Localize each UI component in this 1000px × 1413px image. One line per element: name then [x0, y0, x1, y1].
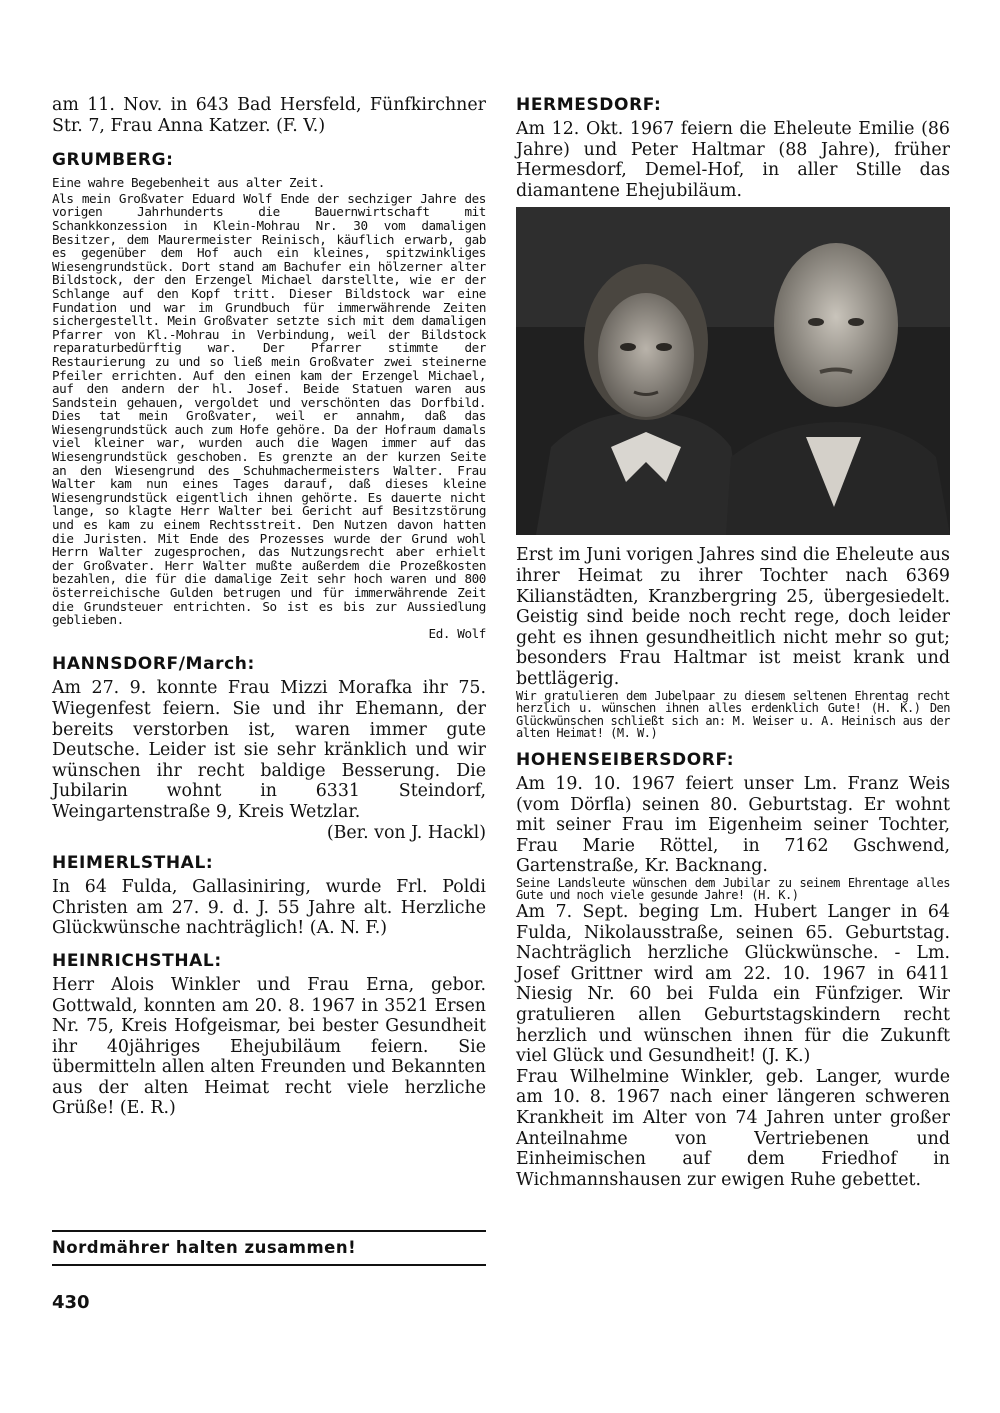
right-column: [516, 95, 950, 1190]
left-column: [52, 95, 486, 1119]
intro-paragraph: am 11. Nov. in 643 Bad Hersfeld, Fünfkirchner Str. 7, Frau Anna Katzer. (F. V.): [52, 95, 486, 136]
couple-photo: [516, 207, 950, 535]
heimerlsthal-body: In 64 Fulda, Gallasiniring, wurde Frl. Poldi Christen am 27. 9. d. J. 55 Jahre alt. Herzliche Glückwünsche nachträglich! (A. N. F.): [52, 877, 486, 939]
slogan: Nordmährer halten zusammen!: [52, 1238, 357, 1257]
couple-photo-image: [516, 207, 950, 535]
heading-hohenseibersdorf: HOHENSEIBERSDORF:: [516, 749, 735, 770]
hannsdorf-signature: (Ber. von J. Hackl): [326, 822, 486, 843]
hohenseibersdorf-body-2: Am 7. Sept. beging Lm. Hubert Langer in 64 Fulda, Nikolausstraße, seinen 65. Geburtstag. Nachträglich herzliche Glückwünsche. - Lm. Josef Grittner wird am 22. 10. 1967 in 6411 Niesig Nr. 60 bei Fulda ein Fünfziger. Wir gratulieren allen Geburtstagskindern recht herzlich und wünschen ihnen für die Zukunft viel Glück und Gesundheit! (J. K.): [516, 902, 950, 1067]
divider-bottom: [52, 1264, 486, 1266]
hermesdorf-body: Am 12. Okt. 1967 feiern die Eheleute Emilie (86 Jahre) und Peter Haltmar (88 Jahre), früher Hermesdorf, Demel-Hof, in aller Stille das diamantene Ehejubiläum.: [516, 119, 950, 201]
grumberg-subtitle: Eine wahre Begebenheit aus alter Zeit.: [52, 175, 325, 191]
hohenseibersdorf-body: Am 19. 10. 1967 feiert unser Lm. Franz Weis (vom Dörfla) seinen 80. Geburtstag. Er wohnt mit seiner Frau im Eigenheim seiner Tochter, Frau Marie Röttel, in 7162 Gschwend, Gartenstraße, Kr. Backnang.: [516, 773, 950, 877]
heading-heinrichsthal: HEINRICHSTHAL:: [52, 950, 222, 971]
heading-hermesdorf: HERMESDORF:: [516, 95, 662, 115]
hannsdorf-body: Am 27. 9. konnte Frau Mizzi Morafka ihr 75. Wiegenfest feiern. Sie und ihr Ehemann, der bereits verstorben ist, waren immer gute Deutsche. Leider ist sie sehr kränklich und wir wünschen ihr recht baldige Besserung. Die Jubilarin wohnt in 6331 Steindorf, Weingartenstraße 9, Kreis Wetzlar.: [52, 678, 486, 822]
heading-hannsdorf: HANNSDORF/March:: [52, 654, 255, 675]
hermesdorf-body-2: Erst im Juni vorigen Jahres sind die Eheleute aus ihrer Heimat zu ihrer Tochter nach 6369 Kilianstädten, Kranzbergring 25, übergesiedelt. Geistig sind beide noch recht rege, doch leider geht es ihnen gesundheitlich nicht mehr so gut; besonders Frau Haltmar ist meist krank und bettlägerig.: [516, 545, 950, 689]
hermesdorf-greeting: Wir gratulieren dem Jubelpaar zu diesem seltenen Ehrentag recht herzlich u. wünschen ihnen alles erdenklich Gute! (H. K.) Den Glückwünschen schließt sich an: M. Weiser u. A. Heinisch aus der alten Heimat! (M. W.): [516, 688, 950, 741]
hohenseibersdorf-body-3: Frau Wilhelmine Winkler, geb. Langer, wurde am 10. 8. 1967 nach einer längeren schweren Krankheit im Alter von 74 Jahren unter großer Anteilnahme von Vertriebenen und Einheimischen auf dem Friedhof in Wichmannshausen zur ewigen Ruhe gebettet.: [516, 1066, 950, 1190]
heading-grumberg: GRUMBERG:: [52, 150, 174, 171]
grumberg-signature: Ed. Wolf: [428, 625, 486, 641]
divider-top: [52, 1230, 486, 1232]
grumberg-body: Als mein Großvater Eduard Wolf Ende der sechziger Jahre des vorigen Jahrhunderts die Bauernwirtschaft mit Schankkonzession in Klein-Mohrau Nr. 30 vom damaligen Besitzer, dem Maurermeister Reinisch, käuflich erwarb, gab es gegenüber dem Hof auch ein kleines, spitzwinkliges Wiesengrundstück. Dort stand am Bachufer ein hölzerner alter Bildstock, der den Erzengel Michael darstellte, wie er der Schlange auf den Kopf tritt. Dieser Bildstock war eine Fundation und war im Grundbuch für immerwährende Zeiten sichergestellt. Mein Großvater setzte sich mit dem damaligen Pfarrer von Kl.-Mohrau in Verbindung, weil der Bildstock reparaturbedürftig war. Der Pfarrer stimmte der Restaurierung zu und so ließ mein Großvater zwei steinerne Pfeiler errichten. Auf den einen kam der Erzengel Michael, auf den andern der hl. Josef. Beide Statuen waren aus Sandstein gehauen, vergoldet und verschönten das Dorfbild. Dies tat mein Großvater, weil er annahm, daß das Wiesengrundstück auch zum Hofe gehöre. Da der Hofraum damals viel kleiner war, wurden auch die Wagen immer auf das Wiesengrundstück geschoben. Es grenzte an der kurzen Seite an den Wiesengrund des Schuhmachermeisters Walter. Frau Walter kam nun eines Tages darauf, daß dieses kleine Wiesengrundstück eigentlich ihnen gehörte. Es dauerte nicht lange, so klagte Herr Walter bei Gericht auf Besitzstörung und es kam zu einem Rechtsstreit. Den Nutzen davon hatten die Juristen. Mit Ende des Prozesses wurde der Grund wohl Herrn Walter zugesprochen, das Nutzungsrecht aber erhielt der Großvater. Herr Walter mußte außerdem die Prozeßkosten bezahlen, die für die damalige Zeit sehr hoch waren und 800 österreichische Gulden betrugen und für immerwährende Zeit die Grundsteuer entrichten. So ist es bis zur Aussiedlung geblieben.: [52, 190, 486, 628]
heading-heimerlsthal: HEIMERLSTHAL:: [52, 853, 214, 874]
page-number: 430: [52, 1292, 90, 1313]
hohenseibersdorf-greeting: Seine Landsleute wünschen dem Jubilar zu seinem Ehrentage alles Gute und noch viele gesunde Jahre! (H. K.): [516, 875, 950, 903]
heinrichsthal-body: Herr Alois Winkler und Frau Erna, gebor. Gottwald, konnten am 20. 8. 1967 in 3521 Ersen Nr. 75, Kreis Hofgeismar, bei bester Gesundheit ihr 40jähriges Ehejubiläum feiern. Sie übermitteln allen alten Freunden und Bekannten aus der alten Heimat recht viele herzliche Grüße! (E. R.): [52, 974, 486, 1119]
